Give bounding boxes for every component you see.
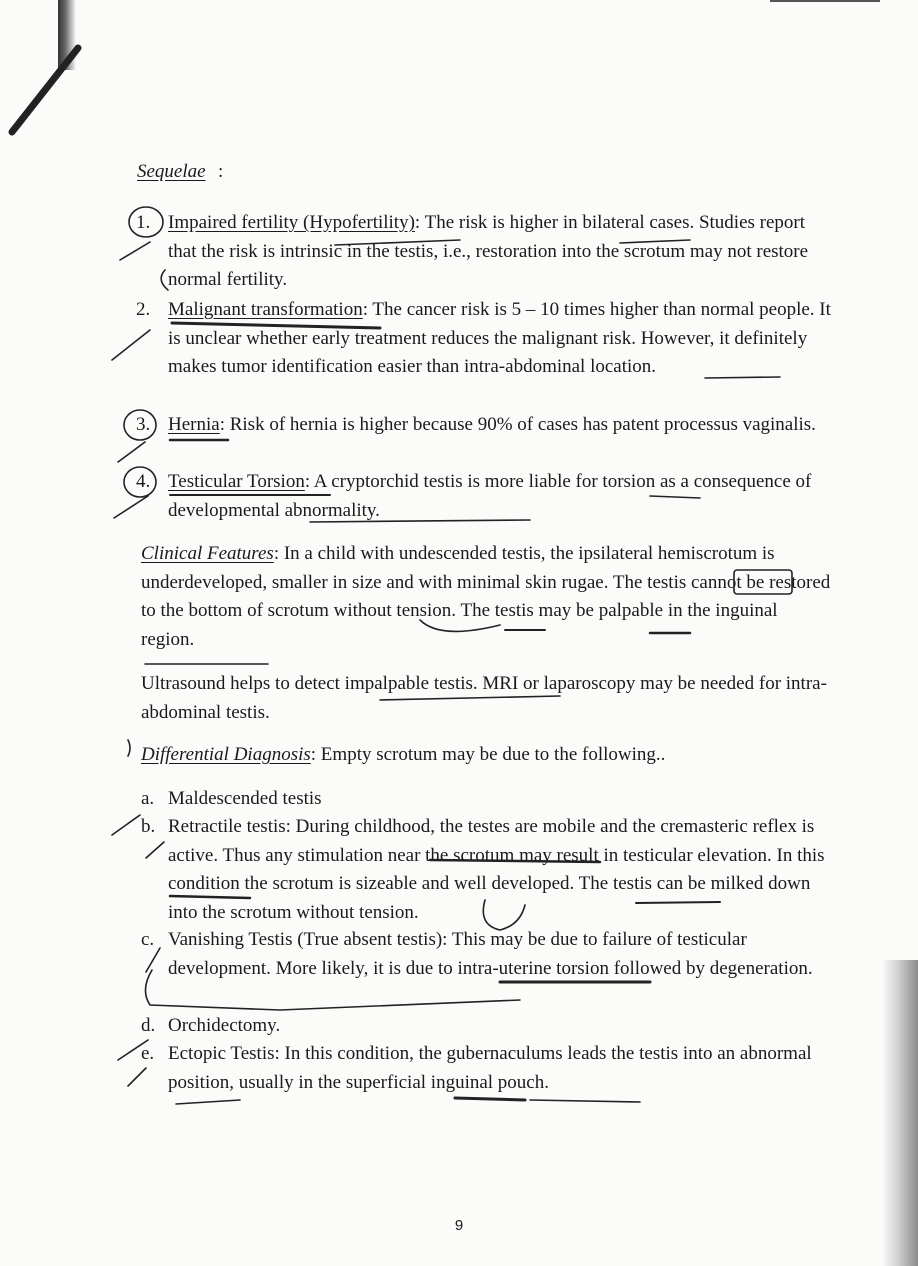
clinical-features-heading: Clinical Features bbox=[141, 543, 274, 564]
clinical-features-text: : In a child with undescended testis, the ipsilateral hemiscrotum is underdeveloped, smaller in size and with minimal skin rugae. The testis cannot be restored to the bottom of scrotum without tension. The testis may be palpable in the inguinal region. bbox=[141, 543, 831, 650]
ultrasound-paragraph: Ultrasound helps to detect impalpable testis. MRI or laparoscopy may be needed for intra-abdominal testis. bbox=[141, 673, 827, 723]
list-item-text: Maldescended testis bbox=[168, 788, 322, 809]
list-item-text: Vanishing Testis (True absent testis): This may be due to failure of testicular development. More likely, it is due to intra-uterine torsion followed by degeneration. bbox=[168, 929, 813, 979]
list-marker: b. bbox=[141, 816, 156, 837]
item-term: Malignant transformation bbox=[168, 299, 363, 320]
page-number: 9 bbox=[454, 1217, 464, 1234]
item-text: : The risk is higher in bilateral cases. Studies report that the risk is intrinsic in the testis, i.e., restoration into the scrotum may not restore normal fertility. bbox=[168, 212, 809, 290]
list-marker: 2. bbox=[136, 299, 151, 320]
sequelae-item-3 bbox=[136, 411, 836, 468]
differential-diagnosis-heading: Differential Diagnosis bbox=[141, 744, 311, 765]
sequelae-item-4 bbox=[136, 468, 836, 525]
clinical-features-paragraph bbox=[141, 540, 831, 654]
item-text: : Risk of hernia is higher because 90% of cases has patent processus vaginalis. bbox=[219, 414, 816, 435]
differential-diagnosis-paragraph bbox=[141, 741, 831, 770]
list-marker: c. bbox=[141, 929, 155, 950]
sequelae-item-2 bbox=[136, 296, 836, 410]
list-marker: d. bbox=[141, 1015, 156, 1036]
item-term: Impaired fertility (Hypofertility) bbox=[168, 212, 415, 233]
differential-diagnosis-text: : Empty scrotum may be due to the following.. bbox=[310, 744, 666, 765]
list-marker: 1. bbox=[136, 212, 151, 233]
heading-colon: : bbox=[218, 161, 224, 182]
item-term: Testicular Torsion bbox=[168, 471, 305, 492]
list-item-text: Orchidectomy. bbox=[168, 1015, 281, 1036]
item-text: : The cancer risk is 5 – 10 times higher than normal people. It is unclear whether early treatment reduces the malignant risk. However, it definitely makes tumor identification easier than intra-abdominal location. bbox=[168, 299, 831, 377]
item-text: : A cryptorchid testis is more liable for torsion as a consequence of developmental abnormality. bbox=[168, 471, 812, 521]
list-item-text: Ectopic Testis: In this condition, the gubernaculums leads the testis into an abnormal position, usually in the superficial inguinal pouch. bbox=[168, 1043, 812, 1093]
list-item-text: Retractile testis: During childhood, the testes are mobile and the cremasteric reflex is active. Thus any stimulation near the scrotum may result in testicular elevation. In this condition the scrotum is sizeable and well developed. The testis can be milked down into the scrotum without tension. bbox=[168, 816, 825, 923]
list-marker: a. bbox=[141, 788, 155, 809]
list-marker: e. bbox=[141, 1043, 155, 1064]
item-term: Hernia bbox=[168, 414, 220, 435]
list-marker: 3. bbox=[136, 414, 151, 435]
sequelae-item-1 bbox=[136, 209, 836, 295]
list-marker: 4. bbox=[136, 471, 151, 492]
sequelae-heading: Sequelae bbox=[137, 161, 206, 182]
